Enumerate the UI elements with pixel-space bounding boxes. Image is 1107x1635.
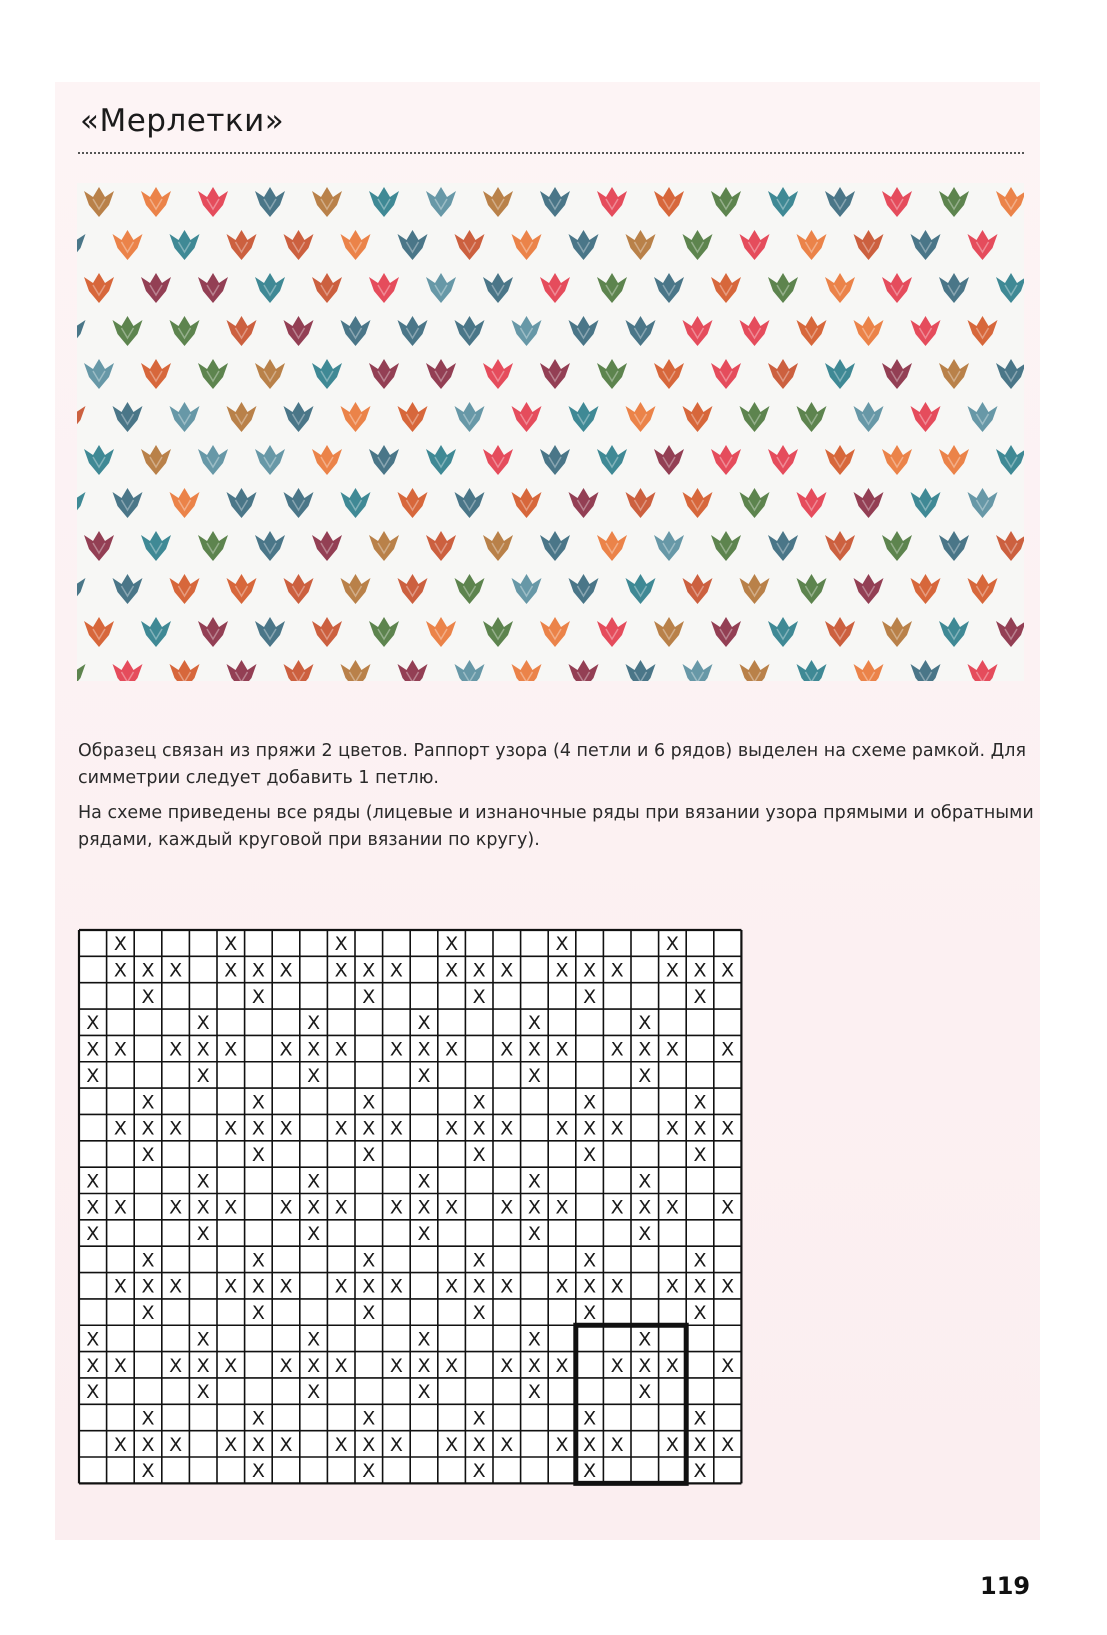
- chart-cell-symbol: X: [638, 1064, 652, 1087]
- chart-cell-symbol: X: [389, 1038, 403, 1061]
- chart-cell-symbol: X: [583, 1143, 597, 1166]
- chart-cell-symbol: X: [665, 1038, 679, 1061]
- chart-cell-symbol: X: [362, 1460, 376, 1483]
- chart-cell-symbol: X: [638, 1170, 652, 1193]
- chart-cell-symbol: X: [693, 1302, 707, 1325]
- chart-cell-symbol: X: [307, 1196, 321, 1219]
- chart-cell-symbol: X: [389, 1275, 403, 1298]
- chart-cell-symbol: X: [445, 1196, 459, 1219]
- chart-cell-symbol: X: [527, 1381, 541, 1404]
- chart-cell-symbol: X: [693, 1460, 707, 1483]
- chart-cell-symbol: X: [113, 1038, 127, 1061]
- chart-cell-symbol: X: [472, 985, 486, 1008]
- chart-cell-symbol: X: [113, 933, 127, 956]
- chart-cell-symbol: X: [196, 1223, 210, 1246]
- chart-cell-symbol: X: [583, 1091, 597, 1114]
- title-divider: [78, 152, 1024, 154]
- chart-cell-symbol: X: [665, 1275, 679, 1298]
- chart-cell-symbol: X: [555, 1433, 569, 1456]
- chart-cell-symbol: X: [610, 1354, 624, 1377]
- chart-cell-symbol: X: [638, 1196, 652, 1219]
- chart-cell-symbol: X: [445, 959, 459, 982]
- chart-cell-symbol: X: [196, 1170, 210, 1193]
- chart-cell-symbol: X: [583, 1433, 597, 1456]
- chart-cell-symbol: X: [693, 1091, 707, 1114]
- chart-cell-symbol: X: [307, 1328, 321, 1351]
- chart-cell-symbol: X: [196, 1381, 210, 1404]
- chart-cell-symbol: X: [610, 1038, 624, 1061]
- chart-cell-symbol: X: [141, 1249, 155, 1272]
- chart-cell-symbol: X: [251, 985, 265, 1008]
- chart-cell-symbol: X: [362, 1091, 376, 1114]
- chart-cell-symbol: X: [307, 1223, 321, 1246]
- chart-cell-symbol: X: [113, 1275, 127, 1298]
- chart-cell-symbol: X: [638, 1012, 652, 1035]
- chart-cell-symbol: X: [555, 1275, 569, 1298]
- chart-cell-symbol: X: [693, 985, 707, 1008]
- chart-cell-symbol: X: [665, 1433, 679, 1456]
- chart-cell-symbol: X: [500, 1117, 514, 1140]
- chart-cell-symbol: X: [279, 1117, 293, 1140]
- chart-cell-symbol: X: [141, 1433, 155, 1456]
- chart-cell-symbol: X: [638, 1038, 652, 1061]
- chart-cell-symbol: X: [224, 1433, 238, 1456]
- chart-cell-symbol: X: [86, 1064, 100, 1087]
- chart-cell-symbol: X: [583, 1302, 597, 1325]
- chart-cell-symbol: X: [638, 1223, 652, 1246]
- chart-cell-symbol: X: [638, 1354, 652, 1377]
- chart-cell-symbol: X: [472, 1117, 486, 1140]
- chart-cell-symbol: X: [417, 1038, 431, 1061]
- chart-cell-symbol: X: [583, 985, 597, 1008]
- chart-cell-symbol: X: [362, 1275, 376, 1298]
- chart-cell-symbol: X: [141, 1460, 155, 1483]
- chart-cell-symbol: X: [555, 1354, 569, 1377]
- knitting-chart: [77, 928, 762, 1508]
- chart-cell-symbol: X: [141, 1302, 155, 1325]
- chart-cell-symbol: X: [224, 1038, 238, 1061]
- chart-cell-symbol: X: [500, 1354, 514, 1377]
- chart-cell-symbol: X: [113, 1196, 127, 1219]
- chart-cell-symbol: X: [555, 1038, 569, 1061]
- chart-cell-symbol: X: [334, 1275, 348, 1298]
- chart-cell-symbol: X: [721, 1196, 735, 1219]
- chart-cell-symbol: X: [693, 1143, 707, 1166]
- chart-cell-symbol: X: [555, 959, 569, 982]
- chart-cell-symbol: X: [721, 1433, 735, 1456]
- chart-cell-symbol: X: [86, 1223, 100, 1246]
- chart-cell-symbol: X: [141, 1275, 155, 1298]
- chart-cell-symbol: X: [583, 1117, 597, 1140]
- chart-cell-symbol: X: [527, 1064, 541, 1087]
- chart-cell-symbol: X: [86, 1354, 100, 1377]
- chart-cell-symbol: X: [527, 1223, 541, 1246]
- chart-cell-symbol: X: [86, 1012, 100, 1035]
- chart-cell-symbol: X: [665, 1354, 679, 1377]
- chart-cell-symbol: X: [555, 1196, 569, 1219]
- chart-cell-symbol: X: [279, 1275, 293, 1298]
- chart-cell-symbol: X: [389, 959, 403, 982]
- chart-cell-symbol: X: [86, 1381, 100, 1404]
- chart-cell-symbol: X: [445, 933, 459, 956]
- chart-cell-symbol: X: [693, 1407, 707, 1430]
- chart-cell-symbol: X: [224, 1275, 238, 1298]
- chart-cell-symbol: X: [169, 1433, 183, 1456]
- chart-cell-symbol: X: [693, 1275, 707, 1298]
- chart-cell-symbol: X: [307, 1354, 321, 1377]
- chart-cell-symbol: X: [445, 1038, 459, 1061]
- chart-cell-symbol: X: [472, 1460, 486, 1483]
- chart-cell-symbol: X: [610, 1117, 624, 1140]
- chart-cell-symbol: X: [251, 1302, 265, 1325]
- chart-cell-symbol: X: [362, 1143, 376, 1166]
- chart-cell-symbol: X: [334, 959, 348, 982]
- chart-cell-symbol: X: [693, 959, 707, 982]
- chart-cell-symbol: X: [362, 1117, 376, 1140]
- chart-cell-symbol: X: [665, 1196, 679, 1219]
- chart-cell-symbol: X: [86, 1038, 100, 1061]
- chart-cell-symbol: X: [113, 1433, 127, 1456]
- chart-cell-symbol: X: [169, 1196, 183, 1219]
- chart-cell-symbol: X: [417, 1064, 431, 1087]
- chart-cell-symbol: X: [389, 1117, 403, 1140]
- chart-cell-symbol: X: [472, 1275, 486, 1298]
- chart-cell-symbol: X: [251, 1143, 265, 1166]
- chart-cell-symbol: X: [113, 1354, 127, 1377]
- chart-cell-symbol: X: [417, 1381, 431, 1404]
- chart-cell-symbol: X: [417, 1196, 431, 1219]
- chart-cell-symbol: X: [583, 959, 597, 982]
- chart-cell-symbol: X: [251, 1249, 265, 1272]
- chart-cell-symbol: X: [610, 1433, 624, 1456]
- chart-cell-symbol: X: [693, 1249, 707, 1272]
- chart-cell-symbol: X: [224, 933, 238, 956]
- chart-cell-symbol: X: [113, 959, 127, 982]
- chart-cell-symbol: X: [665, 1117, 679, 1140]
- chart-cell-symbol: X: [279, 959, 293, 982]
- chart-cell-symbol: X: [307, 1064, 321, 1087]
- chart-cell-symbol: X: [141, 985, 155, 1008]
- chart-cell-symbol: X: [307, 1170, 321, 1193]
- chart-cell-symbol: X: [610, 959, 624, 982]
- chart-cell-symbol: X: [141, 1143, 155, 1166]
- chart-cell-symbol: X: [583, 1460, 597, 1483]
- chart-cell-symbol: X: [417, 1354, 431, 1377]
- chart-cell-symbol: X: [362, 1302, 376, 1325]
- chart-cell-symbol: X: [721, 1354, 735, 1377]
- chart-cell-symbol: X: [279, 1038, 293, 1061]
- chart-cell-symbol: X: [527, 1328, 541, 1351]
- chart-cell-symbol: X: [527, 1170, 541, 1193]
- chart-cell-symbol: X: [251, 1091, 265, 1114]
- chart-cell-symbol: X: [665, 959, 679, 982]
- chart-cell-symbol: X: [169, 959, 183, 982]
- chart-cell-symbol: X: [334, 1117, 348, 1140]
- chart-cell-symbol: X: [417, 1223, 431, 1246]
- chart-cell-symbol: X: [417, 1328, 431, 1351]
- chart-cell-symbol: X: [527, 1196, 541, 1219]
- chart-cell-symbol: X: [445, 1275, 459, 1298]
- chart-cell-symbol: X: [500, 959, 514, 982]
- chart-cell-symbol: X: [169, 1117, 183, 1140]
- chart-cell-symbol: X: [251, 959, 265, 982]
- chart-cell-symbol: X: [472, 1143, 486, 1166]
- chart-cell-symbol: X: [196, 1064, 210, 1087]
- chart-cell-symbol: X: [472, 959, 486, 982]
- chart-cell-symbol: X: [279, 1196, 293, 1219]
- chart-cell-symbol: X: [389, 1433, 403, 1456]
- chart-cell-symbol: X: [472, 1407, 486, 1430]
- chart-cell-symbol: X: [307, 1012, 321, 1035]
- chart-cell-symbol: X: [500, 1433, 514, 1456]
- chart-cell-symbol: X: [583, 1407, 597, 1430]
- chart-cell-symbol: X: [251, 1460, 265, 1483]
- chart-cell-symbol: X: [251, 1275, 265, 1298]
- chart-cell-symbol: X: [279, 1433, 293, 1456]
- chart-cell-symbol: X: [141, 1117, 155, 1140]
- chart-cell-symbol: X: [500, 1275, 514, 1298]
- chart-cell-symbol: X: [472, 1249, 486, 1272]
- photo-background: [77, 183, 1024, 681]
- chart-cell-symbol: X: [500, 1196, 514, 1219]
- chart-cell-symbol: X: [472, 1433, 486, 1456]
- chart-cell-symbol: X: [445, 1117, 459, 1140]
- chart-cell-symbol: X: [141, 1091, 155, 1114]
- chart-cell-symbol: X: [307, 1381, 321, 1404]
- chart-cell-symbol: X: [555, 1117, 569, 1140]
- chart-cell-symbol: X: [196, 1354, 210, 1377]
- page-number: 119: [980, 1572, 1031, 1600]
- chart-cell-symbol: X: [196, 1328, 210, 1351]
- chart-cell-symbol: X: [362, 985, 376, 1008]
- chart-cell-symbol: X: [169, 1354, 183, 1377]
- chart-cell-symbol: X: [307, 1038, 321, 1061]
- pattern-description: [78, 738, 1038, 862]
- knitted-sample-photo: [77, 183, 1024, 681]
- chart-cell-symbol: X: [583, 1249, 597, 1272]
- chart-cell-symbol: X: [224, 1354, 238, 1377]
- chart-cell-symbol: X: [251, 1117, 265, 1140]
- chart-cell-symbol: X: [610, 1275, 624, 1298]
- chart-cell-symbol: X: [86, 1196, 100, 1219]
- chart-cell-symbol: X: [445, 1354, 459, 1377]
- chart-cell-symbol: X: [610, 1196, 624, 1219]
- chart-cell-symbol: X: [638, 1381, 652, 1404]
- chart-cell-symbol: X: [362, 959, 376, 982]
- description-paragraph-2: На схеме приведены все ряды (лицевые и изнаночные ряды при вязании узора прямыми и обратными рядами, каждый круговой при вязании по кругу).: [78, 803, 1034, 850]
- chart-cell-symbol: X: [362, 1407, 376, 1430]
- chart-cell-symbol: X: [389, 1354, 403, 1377]
- page-title: «Мерлетки»: [80, 103, 285, 139]
- chart-cell-symbol: X: [527, 1354, 541, 1377]
- chart-cell-symbol: X: [417, 1012, 431, 1035]
- chart-cell-symbol: X: [334, 1196, 348, 1219]
- chart-cell-symbol: X: [334, 933, 348, 956]
- chart-cell-symbol: X: [334, 1354, 348, 1377]
- chart-cell-symbol: X: [583, 1275, 597, 1298]
- chart-cell-symbol: X: [169, 1275, 183, 1298]
- description-paragraph-1: Образец связан из пряжи 2 цветов. Раппорт узора (4 петли и 6 рядов) выделен на схеме рамкой. Для симметрии следует добавить 1 петлю.: [78, 741, 1026, 788]
- chart-cell-symbol: X: [334, 1433, 348, 1456]
- chart-cell-symbol: X: [472, 1091, 486, 1114]
- chart-cell-symbol: X: [721, 1117, 735, 1140]
- chart-cell-symbol: X: [113, 1117, 127, 1140]
- chart-cell-symbol: X: [362, 1249, 376, 1272]
- chart-cell-symbol: X: [169, 1038, 183, 1061]
- chart-cell-symbol: X: [196, 1038, 210, 1061]
- chart-cell-symbol: X: [721, 1038, 735, 1061]
- chart-cell-symbol: X: [279, 1354, 293, 1377]
- chart-cell-symbol: X: [334, 1038, 348, 1061]
- chart-cell-symbol: X: [389, 1196, 403, 1219]
- chart-cell-symbol: X: [251, 1407, 265, 1430]
- chart-cell-symbol: X: [527, 1012, 541, 1035]
- chart-cell-symbol: X: [251, 1433, 265, 1456]
- chart-cell-symbol: X: [527, 1038, 541, 1061]
- chart-cell-symbol: X: [141, 959, 155, 982]
- chart-cell-symbol: X: [721, 959, 735, 982]
- chart-cell-symbol: X: [721, 1275, 735, 1298]
- chart-cell-symbol: X: [417, 1170, 431, 1193]
- chart-cell-symbol: X: [693, 1117, 707, 1140]
- chart-cell-symbol: X: [141, 1407, 155, 1430]
- chart-cell-symbol: X: [86, 1328, 100, 1351]
- chart-cell-symbol: X: [665, 933, 679, 956]
- chart-cell-symbol: X: [500, 1038, 514, 1061]
- chart-cell-symbol: X: [693, 1433, 707, 1456]
- chart-cell-symbol: X: [86, 1170, 100, 1193]
- chart-cell-symbol: X: [224, 1196, 238, 1219]
- chart-cell-symbol: X: [638, 1328, 652, 1351]
- chart-cell-symbol: X: [224, 959, 238, 982]
- chart-cell-symbol: X: [555, 933, 569, 956]
- chart-cell-symbol: X: [362, 1433, 376, 1456]
- chart-cell-symbol: X: [445, 1433, 459, 1456]
- chart-cell-symbol: X: [196, 1012, 210, 1035]
- chart-cell-symbol: X: [472, 1302, 486, 1325]
- chart-cell-symbol: X: [196, 1196, 210, 1219]
- chart-cell-symbol: X: [224, 1117, 238, 1140]
